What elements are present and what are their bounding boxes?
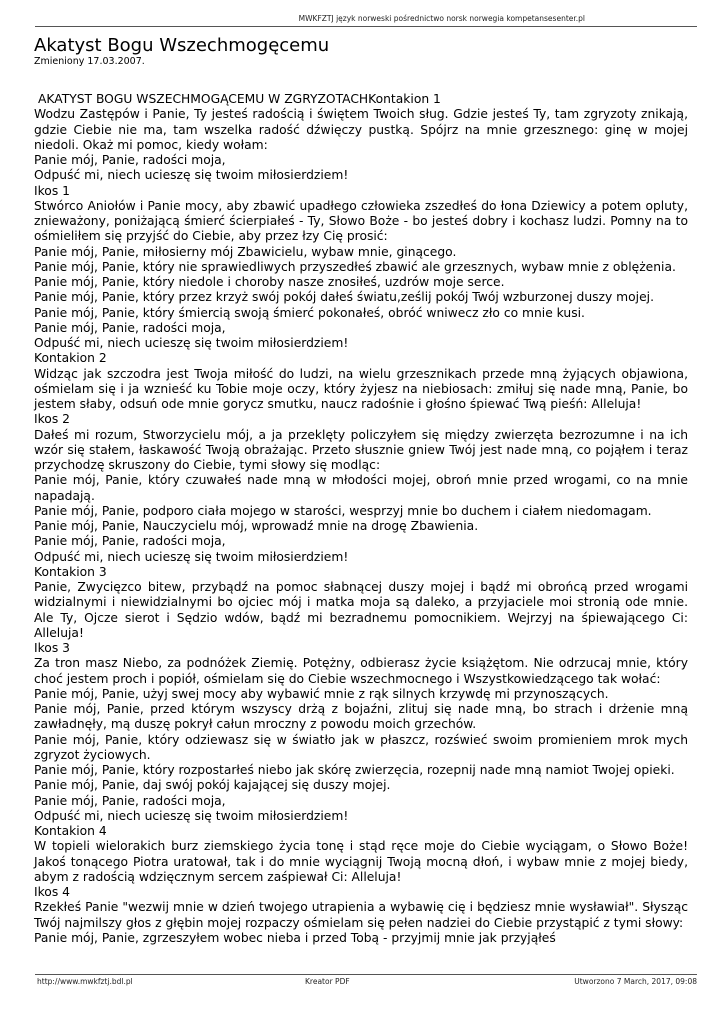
body-paragraph: Panie mój, Panie, daj swój pokój kajającej się duszy mojej. [34,778,391,793]
document-body [34,92,688,946]
body-paragraph: Dałeś mi rozum, Stworzycielu mój, a ja przeklęty policzyłem się między zwierzęta bezrozumne i na ich wzór się stałem, łaskawość Twoją obrażając. Przeto słusznie gniew Twój jest nade mną, co pojąłem i teraz przychodzę skruszony do Ciebie, tymi słowy się modląc: [34,427,688,472]
body-paragraph: Kontakion 4 [34,824,107,838]
body-paragraph: Odpuść mi, niech ucieszę się twoim miłosierdziem! [34,808,349,823]
body-paragraph: Ikos 3 [34,641,70,655]
body-paragraph: Odpuść mi, niech ucieszę się twoim miłosierdziem! [34,336,349,350]
footer-created-date: Utworzono 7 March, 2017, 09:08 [574,977,697,986]
body-paragraph: Kontakion 2 [34,351,107,366]
body-paragraph: Odpuść mi, niech ucieszę się twoim miłosierdziem! [34,168,349,183]
body-paragraph: Ikos 4 [34,885,70,899]
body-paragraph: Panie mój, Panie, który rozpostarłeś niebo jak skórę zwierzęcia, rozepnij nade mną namiot Twojej opieki. [34,763,675,777]
body-paragraph: Panie mój, Panie, podporo ciała mojego w starości, wesprzyj mnie bo duchem i ciałem niedomagam. [34,503,652,518]
body-paragraph: Panie mój, Panie, miłosierny mój Zbawicielu, wybaw mnie, ginącego. [34,244,457,259]
body-paragraph: Ikos 1 [34,183,70,198]
document-modified-date: Zmieniony 17.03.2007. [34,56,145,67]
body-paragraph: W topieli wielorakich burz ziemskiego życia tonę i stąd ręce moje do Ciebie wyciągam, o Słowo Boże! Jakoś tonącego Piotra uratował, tak i do mnie wyciągnij Twoją mocną dłoń, i wybaw mnie z mojej biedy, abym z radością wdzięcznym sercem zaśpiewał Ci: Alleluja! [34,839,688,884]
body-paragraph: Odpuść mi, niech ucieszę się twoim miłosierdziem! [34,549,349,564]
body-paragraph: Panie mój, Panie, radości moja, [34,534,226,549]
body-paragraph: Stwórco Aniołów i Panie mocy, aby zbawić upadłego człowieka zszedłeś do łona Dziewicy a potem opluty, znieważony, poniżającą śmierć ścierpiałeś - Ty, Słowo Boże - bo jesteś dobry i kochasz ludzi. Pomny na to ośmieliłem się przyjść do Ciebie, aby przez łzy Cię prosić: [34,198,688,244]
header-rule [35,26,697,27]
body-paragraph: Panie mój, Panie, Nauczycielu mój, wprowadź mnie na drogę Zbawienia. [34,519,479,533]
body-paragraph: Panie mój, Panie, który przez krzyż swój pokój dałeś światu,ześlij pokój Twój wzburzonej duszy mojej. [34,290,654,305]
footer-generator: Kreator PDF [305,977,350,986]
document-title: Akatyst Bogu Wszechmogęcemu [34,35,330,56]
body-paragraph: Panie mój, Panie, który nie sprawiedliwych przyszedłeś zbawić ale grzesznych, wybaw mnie z oblężenia. [34,259,676,274]
body-paragraph: Panie mój, Panie, który odziewasz się w światło jak w płaszcz, rozświeć swoim promieniem mrok mych zgryzot życiowych. [34,732,688,762]
body-paragraph: Panie mój, Panie, który śmiercią swoją śmierć pokonałeś, obróć wniwecz zło co mnie kusi. [34,305,585,320]
body-paragraph: Panie mój, Panie, który niedole i choroby nasze znosiłeś, uzdrów moje serce. [34,275,505,289]
body-paragraph: Rzekłeś Panie "wezwij mnie w dzień twojego utrapienia a wybawię cię i będziesz mnie wysławiał". Słysząc Twój najmilszy głos z głębin mojej rozpaczy ośmielam się pełen nadziei do Ciebie przystąpić z tymi słowy: [34,900,688,930]
body-paragraph: Panie mój, Panie, radości moja, [34,320,226,335]
body-paragraph: Panie mój, Panie, użyj swej mocy aby wybawić mnie z rąk silnych krzywdę mi przynoszących. [34,686,609,701]
body-paragraph: Panie, Zwycięzco bitew, przybądź na pomoc słabnącej duszy mojej i bądź mi obrońcą przed wrogami widzialnymi i niewidzialnymi bo ojciec mój i matka moja są daleko, a przyjaciele moi stronią ode mnie. Ale Ty, Ojcze sierot i Sędzio wdów, bądź mi bezradnemu pomocnikiem. Wejrzyj na śpiewającego Ci: Alleluja! [34,580,688,640]
footer-url: http://www.mwkfztj.bdl.pl [37,977,133,986]
body-paragraph: Kontakion 3 [34,564,107,579]
body-paragraph: Panie mój, Panie, który czuwałeś nade mną w młodości mojej, obroń mnie przed wrogami, co na mnie napadają. [34,473,688,503]
body-paragraph: Panie mój, Panie, radości moja, [34,153,226,167]
section-heading: AKATYST BOGU WSZECHMOGĄCEMU W ZGRYZOTACHKontakion 1 [38,92,441,106]
body-paragraph: Wodzu Zastępów i Panie, Ty jesteś radością i świętem Twoich sług. Gdzie jesteś Ty, tam zgryzoty znikają, gdzie Ciebie nie ma, tam wszelka radość dźwięczy pustką. Spójrz na mnie grzesznego: ginę w mojej niedoli. Okaż mi pomoc, kiedy wołam: [34,107,688,152]
body-paragraph: Panie mój, Panie, radości moja, [34,793,226,808]
body-paragraph: Widząc jak szczodra jest Twoja miłość do ludzi, na wielu grzesznikach przede mną żyjących objawiona, ośmielam się i ja wznieść ku Tobie moje oczy, który żyjesz na niebiosach: zmiłuj się nade mną, Panie, bo jestem słaby, odsuń ode mnie gorycz smutku, naucz radośnie i głośno śpiewać Twą pieśń: Alleluja! [34,366,688,411]
body-paragraph: Panie mój, Panie, zgrzeszyłem wobec nieba i przed Tobą - przyjmij mnie jak przyjąłeś [34,930,556,945]
body-paragraph: Za tron masz Niebo, za podnóżek Ziemię. Potężny, odbierasz życie książętom. Nie odrzucaj mnie, który choć jestem proch i popiół, ośmielam się do Ciebie wszechmocnego i Wszystkowiedzącego tak wołać: [34,656,688,686]
body-paragraph: Panie mój, Panie, przed którym wszyscy drżą z bojaźni, zlituj się nade mną, bo strach i drżenie mną zawładnęły, mą duszę pokrył całun mroczny z powodu moich grzechów. [34,702,688,732]
body-paragraph: Ikos 2 [34,412,70,427]
footer-rule [35,974,697,975]
page-header-text: MWKFZTJ język norweski pośrednictwo norsk norwegia kompetansesenter.pl [298,14,585,23]
